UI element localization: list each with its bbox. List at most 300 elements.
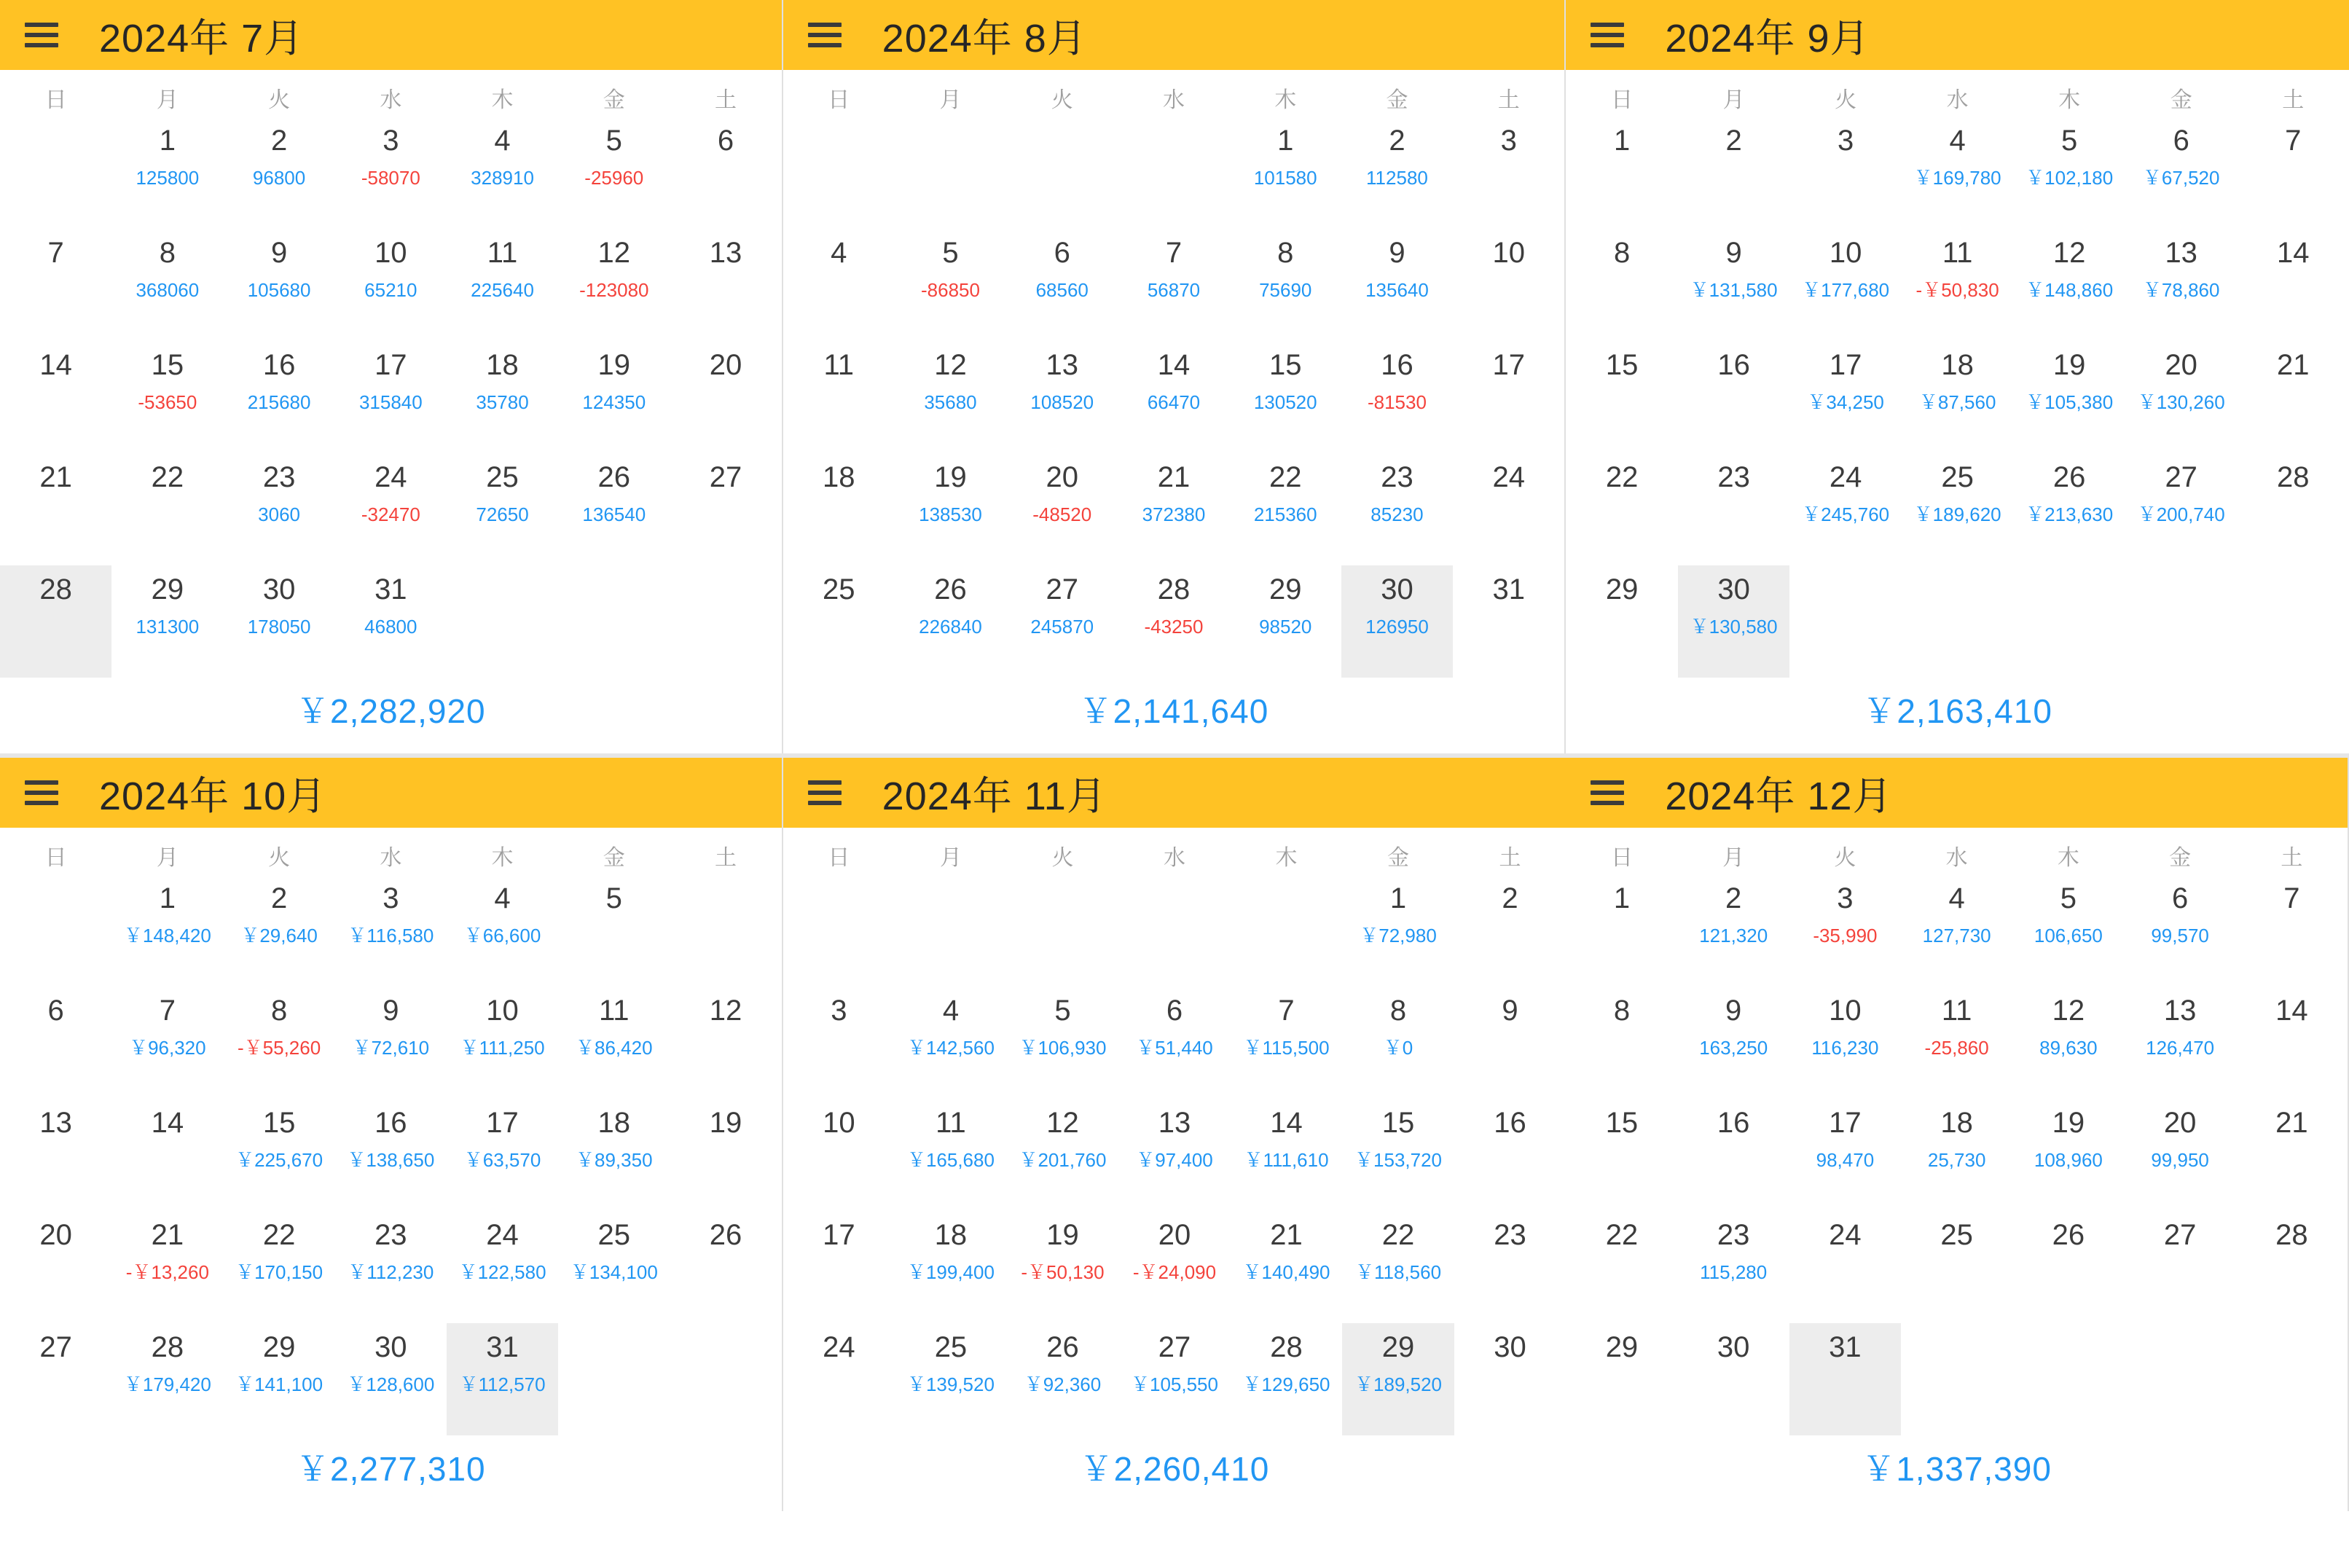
day-cell[interactable] bbox=[1454, 987, 1566, 1099]
weeks-container bbox=[0, 114, 782, 678]
day-cell[interactable] bbox=[2237, 453, 2349, 565]
day-amount: ￥199,400 bbox=[906, 1261, 995, 1283]
day-cell[interactable] bbox=[1454, 1211, 1566, 1323]
day-number: 23 bbox=[1381, 461, 1413, 493]
week-row bbox=[783, 117, 1565, 229]
day-cell[interactable] bbox=[0, 1323, 111, 1435]
day-number: 15 bbox=[1605, 1107, 1639, 1139]
day-cell[interactable] bbox=[223, 874, 334, 987]
day-cell[interactable] bbox=[223, 341, 334, 453]
month-total: ￥1,337,390 bbox=[1862, 1450, 2052, 1488]
day-cell[interactable] bbox=[223, 1211, 334, 1323]
day-cell[interactable] bbox=[1453, 565, 1564, 678]
day-cell[interactable] bbox=[895, 987, 1007, 1099]
day-cell[interactable] bbox=[1901, 1211, 2012, 1323]
day-cell[interactable] bbox=[1453, 453, 1564, 565]
day-cell[interactable] bbox=[2125, 987, 2236, 1099]
day-number: 26 bbox=[2052, 461, 2086, 493]
day-cell[interactable] bbox=[558, 341, 670, 453]
day-cell[interactable] bbox=[670, 987, 781, 1099]
day-number: 16 bbox=[1381, 349, 1413, 381]
day-cell[interactable] bbox=[1678, 1211, 1789, 1323]
day-cell[interactable] bbox=[2125, 453, 2238, 565]
day-cell[interactable] bbox=[1678, 1099, 1789, 1211]
day-cell bbox=[670, 874, 781, 987]
day-cell[interactable] bbox=[2012, 874, 2124, 987]
day-cell[interactable] bbox=[0, 1099, 111, 1211]
day-cell[interactable] bbox=[1566, 229, 1678, 341]
day-amount: 126950 bbox=[1365, 616, 1429, 638]
day-cell[interactable] bbox=[895, 1323, 1007, 1435]
weekday-label: 月 bbox=[939, 88, 962, 112]
day-cell[interactable] bbox=[111, 341, 223, 453]
day-cell[interactable] bbox=[1566, 874, 1677, 987]
day-cell[interactable] bbox=[1118, 1211, 1231, 1323]
day-number: 24 bbox=[1829, 1219, 1862, 1251]
day-cell[interactable] bbox=[223, 987, 334, 1099]
day-cell[interactable] bbox=[1566, 1323, 1677, 1435]
day-cell[interactable] bbox=[335, 229, 447, 341]
day-cell[interactable] bbox=[1566, 1099, 1677, 1211]
weeks-container bbox=[1566, 871, 2348, 1435]
day-cell[interactable] bbox=[1789, 117, 1902, 229]
day-amount: ￥29,640 bbox=[240, 925, 318, 946]
day-cell[interactable] bbox=[111, 117, 223, 229]
day-number: 26 bbox=[1046, 1331, 1079, 1363]
day-cell bbox=[1007, 874, 1119, 987]
day-number: 17 bbox=[374, 349, 407, 381]
day-cell[interactable] bbox=[1007, 987, 1119, 1099]
day-amount: 121,320 bbox=[1699, 925, 1768, 946]
day-cell[interactable] bbox=[1006, 453, 1118, 565]
day-cell bbox=[1901, 1323, 2012, 1435]
day-cell[interactable] bbox=[447, 453, 558, 565]
day-cell[interactable] bbox=[895, 565, 1006, 678]
day-cell[interactable] bbox=[1901, 874, 2012, 987]
day-number: 3 bbox=[1837, 882, 1854, 914]
day-cell[interactable] bbox=[1342, 1211, 1454, 1323]
day-cell[interactable] bbox=[2237, 341, 2349, 453]
day-cell[interactable] bbox=[0, 987, 111, 1099]
day-amount: -35,990 bbox=[1813, 925, 1878, 946]
day-number: 22 bbox=[1605, 1219, 1639, 1251]
day-cell[interactable] bbox=[0, 453, 111, 565]
day-cell[interactable] bbox=[1230, 341, 1341, 453]
day-cell[interactable] bbox=[335, 117, 447, 229]
month-panel bbox=[783, 0, 1566, 753]
day-cell[interactable] bbox=[2237, 117, 2349, 229]
day-amount: 215680 bbox=[247, 391, 311, 413]
day-cell[interactable] bbox=[558, 1211, 670, 1323]
day-amount: ￥131,580 bbox=[1690, 279, 1778, 301]
month-header bbox=[783, 0, 1565, 70]
day-cell[interactable] bbox=[1678, 341, 1790, 453]
day-cell[interactable] bbox=[1118, 229, 1229, 341]
day-cell[interactable] bbox=[2012, 987, 2124, 1099]
week-row bbox=[783, 1323, 1566, 1435]
day-amount: 68560 bbox=[1035, 279, 1089, 301]
day-number: 26 bbox=[2052, 1219, 2085, 1251]
day-amount: ￥130,260 bbox=[2137, 391, 2225, 413]
day-amount: 35680 bbox=[924, 391, 977, 413]
day-cell[interactable] bbox=[111, 1099, 223, 1211]
day-cell[interactable] bbox=[1118, 341, 1229, 453]
day-cell[interactable] bbox=[1678, 453, 1790, 565]
day-cell[interactable] bbox=[1566, 117, 1678, 229]
day-cell[interactable] bbox=[111, 565, 223, 678]
day-cell[interactable] bbox=[2125, 341, 2238, 453]
day-cell[interactable] bbox=[1789, 987, 1901, 1099]
day-cell[interactable] bbox=[1341, 229, 1453, 341]
day-amount: ￥106,930 bbox=[1019, 1037, 1107, 1059]
day-cell[interactable] bbox=[111, 987, 223, 1099]
day-cell[interactable] bbox=[670, 453, 781, 565]
weekday-label: 日 bbox=[828, 88, 850, 112]
week-row bbox=[0, 229, 782, 341]
day-cell[interactable] bbox=[2236, 987, 2348, 1099]
day-cell[interactable] bbox=[783, 1211, 895, 1323]
day-cell[interactable] bbox=[223, 565, 334, 678]
day-cell[interactable] bbox=[223, 1099, 334, 1211]
day-cell[interactable] bbox=[2125, 117, 2238, 229]
day-cell[interactable] bbox=[2236, 874, 2348, 987]
day-cell[interactable] bbox=[2013, 341, 2125, 453]
day-cell-today[interactable] bbox=[1342, 1323, 1454, 1435]
day-number: 9 bbox=[1725, 995, 1742, 1027]
day-cell[interactable] bbox=[2236, 1099, 2348, 1211]
day-cell[interactable] bbox=[223, 1323, 334, 1435]
day-cell[interactable] bbox=[1007, 1211, 1119, 1323]
day-cell[interactable] bbox=[1678, 117, 1790, 229]
day-number: 9 bbox=[383, 995, 399, 1027]
weekday-label: 土 bbox=[715, 846, 737, 870]
day-cell[interactable] bbox=[558, 987, 670, 1099]
day-cell[interactable] bbox=[335, 341, 447, 453]
hamburger-menu-icon[interactable] bbox=[1591, 23, 1624, 47]
day-cell[interactable] bbox=[670, 1211, 781, 1323]
day-number: 24 bbox=[374, 461, 407, 493]
day-cell[interactable] bbox=[1566, 1211, 1677, 1323]
day-cell[interactable] bbox=[1231, 987, 1343, 1099]
day-cell[interactable] bbox=[1678, 229, 1790, 341]
day-cell[interactable] bbox=[1006, 341, 1118, 453]
day-cell[interactable] bbox=[335, 1323, 447, 1435]
day-number: 5 bbox=[2060, 882, 2077, 914]
day-number: 29 bbox=[1381, 1331, 1415, 1363]
day-cell-today[interactable] bbox=[0, 565, 111, 678]
day-cell[interactable] bbox=[1230, 565, 1341, 678]
day-number: 27 bbox=[709, 461, 742, 493]
day-cell[interactable] bbox=[558, 1099, 670, 1211]
day-cell[interactable] bbox=[895, 1211, 1007, 1323]
day-cell[interactable] bbox=[1566, 987, 1677, 1099]
day-cell[interactable] bbox=[1007, 1099, 1119, 1211]
day-cell-today[interactable] bbox=[447, 1323, 558, 1435]
day-amount: ￥116,580 bbox=[348, 925, 434, 946]
day-number: 4 bbox=[494, 125, 511, 157]
day-cell[interactable] bbox=[0, 1211, 111, 1323]
day-cell[interactable] bbox=[2012, 1211, 2124, 1323]
day-cell[interactable] bbox=[447, 229, 558, 341]
day-cell[interactable] bbox=[1230, 229, 1341, 341]
day-cell[interactable] bbox=[335, 874, 447, 987]
day-cell[interactable] bbox=[1341, 341, 1453, 453]
day-cell[interactable] bbox=[670, 229, 781, 341]
day-cell[interactable] bbox=[1231, 1211, 1343, 1323]
day-cell[interactable] bbox=[558, 874, 670, 987]
day-number: 11 bbox=[1942, 237, 1973, 269]
day-cell[interactable] bbox=[783, 341, 895, 453]
day-cell[interactable] bbox=[1341, 117, 1453, 229]
day-cell[interactable] bbox=[2013, 229, 2125, 341]
day-amount: ￥67,520 bbox=[2142, 167, 2220, 189]
week-row bbox=[1566, 987, 2348, 1099]
day-cell[interactable] bbox=[1341, 453, 1453, 565]
day-cell[interactable] bbox=[111, 1211, 223, 1323]
weekday-label: 木 bbox=[491, 846, 514, 870]
day-cell[interactable] bbox=[0, 229, 111, 341]
day-cell bbox=[2125, 1323, 2236, 1435]
day-cell[interactable] bbox=[2236, 1211, 2348, 1323]
day-cell[interactable] bbox=[111, 1323, 223, 1435]
day-number: 5 bbox=[2061, 125, 2078, 157]
day-cell bbox=[2125, 565, 2238, 678]
day-cell[interactable] bbox=[558, 229, 670, 341]
day-cell[interactable] bbox=[447, 341, 558, 453]
day-number: 14 bbox=[2275, 995, 2308, 1027]
day-number: 19 bbox=[934, 461, 967, 493]
day-cell[interactable] bbox=[558, 453, 670, 565]
day-amount: ￥112,230 bbox=[348, 1261, 434, 1283]
day-cell[interactable] bbox=[783, 453, 895, 565]
day-cell[interactable] bbox=[1453, 117, 1564, 229]
day-cell[interactable] bbox=[111, 229, 223, 341]
day-cell[interactable] bbox=[2013, 453, 2125, 565]
day-cell[interactable] bbox=[670, 341, 781, 453]
day-cell[interactable] bbox=[2125, 1099, 2236, 1211]
day-cell[interactable] bbox=[1902, 229, 2014, 341]
day-number: 6 bbox=[47, 995, 64, 1027]
day-number: 6 bbox=[1054, 237, 1070, 269]
day-cell[interactable] bbox=[783, 987, 895, 1099]
day-cell[interactable] bbox=[2012, 1099, 2124, 1211]
day-cell[interactable] bbox=[1789, 453, 1902, 565]
week-row bbox=[0, 117, 782, 229]
day-cell[interactable] bbox=[670, 117, 781, 229]
day-cell[interactable] bbox=[1454, 874, 1566, 987]
day-cell[interactable] bbox=[783, 1099, 895, 1211]
day-cell[interactable] bbox=[1118, 987, 1231, 1099]
day-number: 20 bbox=[1046, 461, 1078, 493]
day-number: 3 bbox=[831, 995, 847, 1027]
day-cell[interactable] bbox=[1789, 229, 1902, 341]
day-cell[interactable] bbox=[783, 229, 895, 341]
weekday-label: 水 bbox=[380, 846, 402, 870]
day-cell[interactable] bbox=[895, 341, 1006, 453]
day-number: 7 bbox=[1165, 237, 1183, 269]
day-amount: 89,630 bbox=[2039, 1037, 2098, 1059]
day-amount: ￥89,350 bbox=[576, 1149, 653, 1171]
day-cell[interactable] bbox=[2237, 229, 2349, 341]
day-cell[interactable] bbox=[1342, 987, 1454, 1099]
day-cell[interactable] bbox=[1566, 453, 1678, 565]
day-cell[interactable] bbox=[1118, 1323, 1231, 1435]
day-cell-today[interactable] bbox=[1789, 1323, 1901, 1435]
day-number: 13 bbox=[2165, 237, 2197, 269]
day-cell[interactable] bbox=[447, 1099, 558, 1211]
weekday-label: 土 bbox=[1499, 846, 1521, 870]
day-cell[interactable] bbox=[1678, 874, 1789, 987]
day-cell[interactable] bbox=[1902, 117, 2014, 229]
day-cell bbox=[1118, 117, 1229, 229]
day-amount: -￥55,260 bbox=[237, 1037, 321, 1059]
day-number: 8 bbox=[1613, 237, 1631, 269]
day-cell[interactable] bbox=[1453, 229, 1564, 341]
day-cell[interactable] bbox=[335, 1099, 447, 1211]
day-cell[interactable] bbox=[447, 874, 558, 987]
day-cell[interactable] bbox=[1230, 453, 1341, 565]
day-number: 1 bbox=[1613, 125, 1631, 157]
day-cell[interactable] bbox=[1901, 987, 2012, 1099]
day-cell[interactable] bbox=[1231, 1323, 1343, 1435]
day-cell[interactable] bbox=[1789, 874, 1901, 987]
day-amount: ￥112,570 bbox=[459, 1373, 546, 1395]
day-cell[interactable] bbox=[2125, 229, 2238, 341]
day-number: 29 bbox=[262, 1331, 296, 1363]
day-cell[interactable] bbox=[1006, 229, 1118, 341]
day-cell[interactable] bbox=[1453, 341, 1564, 453]
day-number: 7 bbox=[1278, 995, 1295, 1027]
day-amount: ￥130,580 bbox=[1690, 616, 1778, 638]
day-number: 12 bbox=[1046, 1107, 1079, 1139]
day-cell[interactable] bbox=[783, 565, 895, 678]
week-row bbox=[0, 987, 782, 1099]
month-panel bbox=[1566, 0, 2349, 753]
week-row bbox=[1566, 1099, 2348, 1211]
day-cell[interactable] bbox=[111, 874, 223, 987]
day-amount: ￥87,560 bbox=[1918, 391, 1996, 413]
day-number: 8 bbox=[1613, 995, 1631, 1027]
day-cell[interactable] bbox=[895, 453, 1006, 565]
day-cell[interactable] bbox=[1007, 1323, 1119, 1435]
weekday-label: 木 bbox=[491, 88, 514, 112]
day-cell[interactable] bbox=[1678, 1323, 1789, 1435]
day-cell[interactable] bbox=[447, 987, 558, 1099]
day-cell[interactable] bbox=[670, 1099, 781, 1211]
day-cell[interactable] bbox=[2125, 874, 2236, 987]
month-panel bbox=[783, 758, 1566, 1511]
day-cell[interactable] bbox=[1902, 453, 2014, 565]
day-cell[interactable] bbox=[335, 565, 447, 678]
day-number: 18 bbox=[486, 349, 519, 381]
weekday-label: 水 bbox=[1945, 846, 1968, 870]
day-cell[interactable] bbox=[1454, 1323, 1566, 1435]
day-cell[interactable] bbox=[1454, 1099, 1566, 1211]
day-cell[interactable] bbox=[558, 117, 670, 229]
day-cell[interactable] bbox=[335, 987, 447, 1099]
day-cell[interactable] bbox=[335, 1211, 447, 1323]
hamburger-menu-icon[interactable] bbox=[1591, 780, 1624, 805]
day-number: 25 bbox=[823, 573, 855, 605]
day-cell[interactable] bbox=[1789, 1099, 1901, 1211]
day-cell[interactable] bbox=[1118, 1099, 1231, 1211]
hamburger-menu-icon[interactable] bbox=[808, 23, 842, 47]
weeks-container bbox=[0, 871, 782, 1435]
day-cell[interactable] bbox=[1789, 341, 1902, 453]
day-cell-today[interactable] bbox=[1678, 565, 1790, 678]
day-cell[interactable] bbox=[2125, 1211, 2236, 1323]
month-panel bbox=[1566, 758, 2349, 1511]
weekday-label: 木 bbox=[1275, 846, 1298, 870]
day-cell[interactable] bbox=[223, 117, 334, 229]
day-cell[interactable] bbox=[1902, 341, 2014, 453]
day-amount: ￥189,520 bbox=[1354, 1373, 1443, 1395]
day-amount: 130520 bbox=[1253, 391, 1317, 413]
hamburger-menu-icon[interactable] bbox=[25, 780, 58, 805]
day-cell[interactable] bbox=[1230, 117, 1341, 229]
weekday-header-row bbox=[0, 828, 782, 871]
day-cell[interactable] bbox=[1566, 565, 1678, 678]
weekday-label: 水 bbox=[1162, 88, 1185, 112]
day-cell[interactable] bbox=[223, 453, 334, 565]
day-number: 10 bbox=[823, 1107, 855, 1139]
day-cell[interactable] bbox=[1118, 565, 1229, 678]
day-amount: 96800 bbox=[252, 167, 306, 189]
day-amount: ￥225,670 bbox=[235, 1149, 323, 1171]
day-amount: -25,860 bbox=[1924, 1037, 1989, 1059]
day-cell[interactable] bbox=[1231, 1099, 1343, 1211]
day-cell[interactable] bbox=[1006, 565, 1118, 678]
day-amount: 25,730 bbox=[1927, 1149, 1986, 1171]
day-cell[interactable] bbox=[447, 117, 558, 229]
day-number: 7 bbox=[2285, 125, 2302, 157]
day-cell[interactable] bbox=[223, 229, 334, 341]
day-number: 25 bbox=[486, 461, 519, 493]
day-cell[interactable] bbox=[895, 229, 1006, 341]
day-cell[interactable] bbox=[447, 1211, 558, 1323]
week-row bbox=[783, 1211, 1566, 1323]
day-cell[interactable] bbox=[1901, 1099, 2012, 1211]
day-number: 21 bbox=[2275, 1107, 2308, 1139]
day-cell[interactable] bbox=[1566, 341, 1678, 453]
day-cell[interactable] bbox=[111, 453, 223, 565]
day-cell[interactable] bbox=[1789, 1211, 1901, 1323]
day-amount: ￥141,100 bbox=[235, 1373, 323, 1395]
day-cell[interactable] bbox=[335, 453, 447, 565]
day-cell[interactable] bbox=[2013, 117, 2125, 229]
day-amount: ￥138,650 bbox=[347, 1149, 435, 1171]
day-cell[interactable] bbox=[783, 1323, 895, 1435]
day-amount: ￥201,760 bbox=[1019, 1149, 1107, 1171]
day-number: 24 bbox=[823, 1331, 855, 1363]
day-cell[interactable] bbox=[1342, 874, 1454, 987]
hamburger-menu-icon[interactable] bbox=[808, 780, 842, 805]
day-amount: 163,250 bbox=[1699, 1037, 1768, 1059]
hamburger-menu-icon[interactable] bbox=[25, 23, 58, 47]
day-amount: 131300 bbox=[136, 616, 200, 638]
day-number: 17 bbox=[486, 1107, 519, 1139]
day-cell[interactable] bbox=[895, 1099, 1007, 1211]
weekday-label: 土 bbox=[2282, 88, 2305, 112]
day-cell[interactable] bbox=[1118, 453, 1229, 565]
day-number: 16 bbox=[374, 1107, 407, 1139]
day-cell-today[interactable] bbox=[1341, 565, 1453, 678]
week-row bbox=[0, 874, 782, 987]
day-cell[interactable] bbox=[1342, 1099, 1454, 1211]
day-cell[interactable] bbox=[0, 341, 111, 453]
weekday-label: 木 bbox=[1274, 88, 1297, 112]
day-cell[interactable] bbox=[1678, 987, 1789, 1099]
